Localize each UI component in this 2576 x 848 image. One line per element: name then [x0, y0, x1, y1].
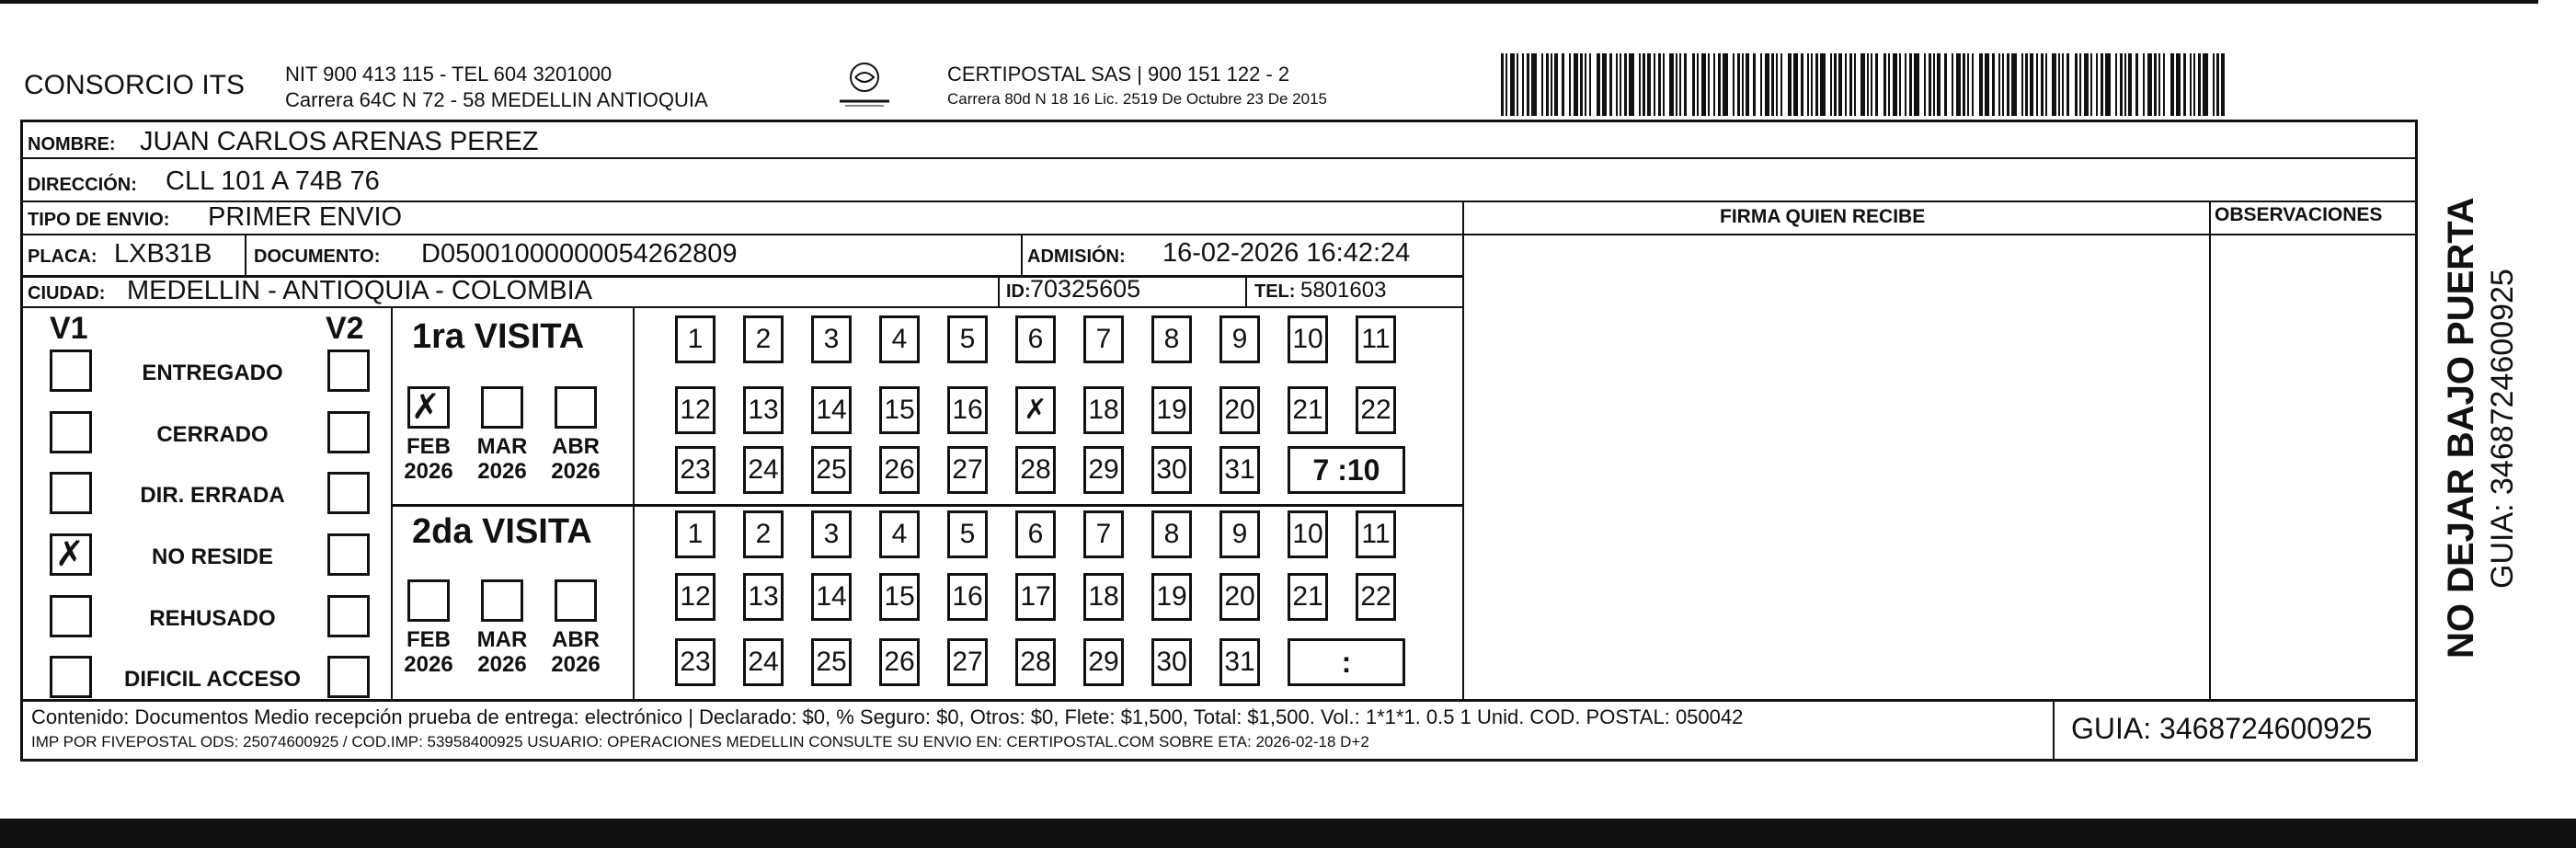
- v1-checkbox[interactable]: [50, 656, 92, 698]
- barcode-bar: [2143, 53, 2145, 116]
- barcode-bar: [1944, 53, 1947, 116]
- barcode-bar: [1580, 53, 1583, 116]
- barcode-bar: [2128, 53, 2132, 116]
- barcode-bar: [2025, 53, 2028, 116]
- barcode-bar: [1760, 53, 1762, 116]
- day-box[interactable]: 7: [1083, 315, 1124, 363]
- barcode-bar: [1643, 53, 1645, 116]
- month-year: 2026: [477, 459, 527, 484]
- day-box[interactable]: 22: [1356, 573, 1396, 621]
- day-box[interactable]: 4: [879, 510, 920, 558]
- id-label: ID:: [1006, 281, 1031, 302]
- day-box[interactable]: 3: [811, 315, 852, 363]
- barcode-bar: [1788, 53, 1792, 116]
- status-option-label: DIFICIL ACCESO: [123, 667, 301, 692]
- status-option-label: REHUSADO: [149, 606, 276, 631]
- barcode-bar: [2096, 53, 2098, 116]
- barcode-bar: [1820, 53, 1826, 116]
- month-name: ABR: [552, 627, 600, 652]
- barcode-bar: [1697, 53, 1699, 116]
- day-box[interactable]: 4: [879, 315, 920, 363]
- day-box[interactable]: 27: [947, 446, 988, 494]
- barcode-bar: [2067, 53, 2069, 116]
- day-box[interactable]: 17: [1015, 573, 1056, 621]
- day-box[interactable]: 29: [1083, 638, 1124, 686]
- barcode-bar: [2062, 53, 2064, 116]
- barcode-bar: [1992, 53, 1995, 116]
- barcode-bar: [1663, 53, 1665, 116]
- day-box[interactable]: 25: [811, 638, 852, 686]
- check-mark-icon: ✗: [1024, 394, 1048, 426]
- month-label: [470, 627, 534, 677]
- day-box[interactable]: 3: [811, 510, 852, 558]
- footer-contenido: Contenido: Documentos Medio recepción prueba de entrega: electrónico | Declarado: $0, % Seguro: $0, Otros: $0, Flete: $1,500, Total: $1,500. Vol.: 1*1*1. 0.5 1 Unid. COD. POSTAL: 050042: [31, 705, 1744, 728]
- day-box[interactable]: 22: [1356, 386, 1396, 434]
- day-box[interactable]: 20: [1219, 573, 1260, 621]
- month-year: 2026: [551, 459, 601, 484]
- barcode-bar: [2075, 53, 2078, 116]
- day-box[interactable]: 27: [947, 638, 988, 686]
- day-box[interactable]: 26: [879, 638, 920, 686]
- barcode-bar: [1708, 53, 1710, 116]
- day-box[interactable]: 11: [1356, 315, 1396, 363]
- barcode-bar: [1937, 53, 1941, 116]
- barcode-bar: [1589, 53, 1591, 116]
- barcode-bar: [1531, 53, 1537, 116]
- barcode-bar: [2007, 53, 2009, 116]
- day-box[interactable]: 30: [1151, 446, 1192, 494]
- day-box[interactable]: 8: [1151, 510, 1192, 558]
- barcode-bar: [1669, 53, 1674, 116]
- barcode-bar: [1541, 53, 1543, 116]
- day-box[interactable]: 10: [1288, 315, 1328, 363]
- barcode-bar: [1574, 53, 1578, 116]
- observaciones-header: OBSERVACIONES: [2215, 204, 2383, 225]
- barcode-bar: [1624, 53, 1627, 116]
- company-name: CONSORCIO ITS: [24, 70, 246, 100]
- month-label: [396, 627, 461, 677]
- barcode-bar: [2052, 53, 2056, 116]
- day-box[interactable]: 10: [1288, 510, 1328, 558]
- day-box[interactable]: 13: [743, 386, 784, 434]
- barcode-bar: [1679, 53, 1681, 116]
- barcode-bar: [1952, 53, 1953, 116]
- month-year: 2026: [404, 652, 453, 677]
- direccion-label: DIRECCIÓN:: [28, 175, 137, 195]
- day-box[interactable]: 23: [675, 638, 716, 686]
- nombre-label: NOMBRE:: [28, 134, 116, 155]
- day-box[interactable]: 16: [947, 573, 988, 621]
- day-box[interactable]: 11: [1356, 510, 1396, 558]
- barcode-bar: [2203, 53, 2208, 116]
- side-warning: NO DEJAR BAJO PUERTA: [2441, 197, 2481, 659]
- month-name: FEB: [406, 627, 451, 652]
- day-box[interactable]: 25: [811, 446, 852, 494]
- day-box[interactable]: 2: [743, 510, 784, 558]
- barcode-bar: [1776, 53, 1778, 116]
- day-box[interactable]: 6: [1015, 510, 1056, 558]
- barcode-bar: [1883, 53, 1886, 116]
- day-box[interactable]: 24: [743, 446, 784, 494]
- day-box[interactable]: 18: [1083, 573, 1124, 621]
- company-address: Carrera 64C N 72 - 58 MEDELLIN ANTIOQUIA: [285, 88, 708, 111]
- barcode-bar: [1501, 53, 1504, 116]
- barcode-bar: [1807, 53, 1809, 116]
- barcode-bar: [2011, 53, 2017, 116]
- barcode-bar: [1647, 53, 1651, 116]
- day-box[interactable]: 5: [947, 510, 988, 558]
- barcode-bar: [2084, 53, 2089, 116]
- barcode-bar: [1838, 53, 1842, 116]
- barcode-bar: [2176, 53, 2181, 116]
- tel-value: 5801603: [1300, 278, 1387, 303]
- barcode-bar: [1985, 53, 1989, 116]
- month-name: MAR: [476, 434, 528, 459]
- day-box[interactable]: 1: [675, 510, 716, 558]
- barcode-bar: [2221, 53, 2225, 116]
- barcode-bar: [1967, 53, 1969, 116]
- barcode-bar: [2193, 53, 2195, 116]
- barcode-bar: [1733, 53, 1735, 116]
- barcode-bar: [2041, 53, 2044, 116]
- barcode-bar: [1845, 53, 1847, 116]
- barcode-bar: [1609, 53, 1612, 116]
- barcode-bar: [1527, 53, 1529, 116]
- barcode-bar: [2213, 53, 2215, 116]
- status-option-label: ENTREGADO: [142, 361, 283, 385]
- barcode-bar: [1517, 53, 1518, 116]
- barcode-bar: [1620, 53, 1621, 116]
- barcode-bar: [1546, 53, 1549, 116]
- month-label: [544, 434, 608, 484]
- barcode-bar: [1562, 53, 1564, 116]
- day-box[interactable]: 14: [811, 573, 852, 621]
- time-field[interactable]: :: [1288, 638, 1405, 686]
- v2-header: V2: [326, 311, 364, 346]
- barcode-bar: [2021, 53, 2023, 116]
- barcode-bar: [2135, 53, 2138, 116]
- month-checkbox[interactable]: [407, 579, 450, 622]
- barcode: [1501, 53, 2229, 116]
- bottom-band: [0, 819, 2576, 848]
- time-field[interactable]: 7 :10: [1288, 446, 1405, 494]
- day-box[interactable]: 30: [1151, 638, 1192, 686]
- day-box[interactable]: 26: [879, 446, 920, 494]
- admision-label: ADMISIÓN:: [1027, 246, 1126, 267]
- month-year: 2026: [551, 652, 601, 677]
- barcode-bar: [1780, 53, 1782, 116]
- day-box[interactable]: 14: [811, 386, 852, 434]
- day-box[interactable]: 31: [1219, 638, 1260, 686]
- day-box[interactable]: 15: [879, 573, 920, 621]
- barcode-bar: [1676, 53, 1677, 116]
- documento-value: D05001000000054262809: [421, 239, 738, 269]
- day-box[interactable]: 23: [675, 446, 716, 494]
- nombre-value: JUAN CARLOS ARENAS PEREZ: [140, 127, 539, 156]
- barcode-bar: [1746, 53, 1749, 116]
- barcode-bar: [1569, 53, 1571, 116]
- day-box[interactable]: 16: [947, 386, 988, 434]
- day-box[interactable]: 8: [1151, 315, 1192, 363]
- day-box[interactable]: 13: [743, 573, 784, 621]
- day-box[interactable]: 6: [1015, 315, 1056, 363]
- tipo-value: PRIMER ENVIO: [208, 202, 403, 232]
- id-value: 70325605: [1030, 275, 1141, 303]
- day-box[interactable]: 9: [1219, 510, 1260, 558]
- barcode-bar: [1909, 53, 1912, 116]
- barcode-bar: [1585, 53, 1586, 116]
- barcode-bar: [2163, 53, 2165, 116]
- month-checkbox[interactable]: [555, 579, 597, 622]
- day-box[interactable]: 21: [1288, 386, 1328, 434]
- v1-checkbox[interactable]: [50, 595, 92, 637]
- barcode-bar: [1899, 53, 1901, 116]
- day-box[interactable]: 12: [675, 386, 716, 434]
- barcode-bar: [2105, 53, 2111, 116]
- day-box[interactable]: 1: [675, 315, 716, 363]
- barcode-bar: [1929, 53, 1931, 116]
- barcode-bar: [1914, 53, 1919, 116]
- v1-checkbox[interactable]: [50, 350, 92, 392]
- barcode-bar: [1793, 53, 1798, 116]
- barcode-bar: [1658, 53, 1661, 116]
- barcode-bar: [1713, 53, 1715, 116]
- barcode-bar: [1551, 53, 1552, 116]
- barcode-bar: [1684, 53, 1687, 116]
- barcode-bar: [1554, 53, 1558, 116]
- month-name: ABR: [552, 434, 600, 459]
- barcode-bar: [1979, 53, 1983, 116]
- barcode-bar: [2158, 53, 2160, 116]
- barcode-bar: [1875, 53, 1878, 116]
- status-option-label: CERRADO: [156, 422, 269, 447]
- barcode-bar: [1771, 53, 1774, 116]
- barcode-bar: [1639, 53, 1641, 116]
- day-box[interactable]: 20: [1219, 386, 1260, 434]
- barcode-bar: [2002, 53, 2004, 116]
- barcode-bar: [2170, 53, 2174, 116]
- v1-header: V1: [50, 311, 88, 346]
- day-box[interactable]: 9: [1219, 315, 1260, 363]
- top-rule: [0, 0, 2538, 4]
- second-visit-title: 2da VISITA: [412, 512, 592, 551]
- day-box[interactable]: 12: [675, 573, 716, 621]
- ciudad-value: MEDELLIN - ANTIOQUIA - COLOMBIA: [127, 276, 592, 305]
- barcode-bar: [2147, 53, 2152, 116]
- admision-value: 16-02-2026 16:42:24: [1162, 238, 1411, 268]
- day-box[interactable]: 29: [1083, 446, 1124, 494]
- placa-label: PLACA:: [28, 246, 97, 267]
- footer-imp: IMP POR FIVEPOSTAL ODS: 25074600925 / COD.IMP: 53958400925 USUARIO: OPERACIONES MEDELLIN CONSULTE SU ENVIO EN: CERTIPOSTAL.COM SOBRE ETA: 2026-02-18 D+2: [31, 733, 1369, 751]
- check-mark-icon: ✗: [411, 386, 441, 427]
- barcode-bar: [1506, 53, 1507, 116]
- day-box[interactable]: 28: [1015, 446, 1056, 494]
- day-box[interactable]: 28: [1015, 638, 1056, 686]
- barcode-bar: [1924, 53, 1926, 116]
- barcode-bar: [1597, 53, 1600, 116]
- tel-label: TEL:: [1254, 281, 1296, 302]
- barcode-bar: [1849, 53, 1852, 116]
- day-box[interactable]: 21: [1288, 573, 1328, 621]
- barcode-bar: [2120, 53, 2123, 116]
- day-box[interactable]: 7: [1083, 510, 1124, 558]
- barcode-bar: [1830, 53, 1832, 116]
- barcode-bar: [1888, 53, 1890, 116]
- barcode-bar: [1723, 53, 1728, 116]
- day-box[interactable]: 2: [743, 315, 784, 363]
- month-label: [396, 434, 461, 484]
- barcode-bar: [2216, 53, 2219, 116]
- barcode-bar: [1629, 53, 1634, 116]
- barcode-bar: [2090, 53, 2092, 116]
- month-year: 2026: [404, 459, 453, 484]
- barcode-bar: [1811, 53, 1813, 116]
- barcode-bar: [1737, 53, 1740, 116]
- barcode-bar: [1905, 53, 1906, 116]
- barcode-bar: [1867, 53, 1869, 116]
- barcode-bar: [1963, 53, 1965, 116]
- barcode-bar: [1616, 53, 1618, 116]
- v1-checkbox[interactable]: [50, 472, 92, 514]
- barcode-bar: [1834, 53, 1837, 116]
- v1-checkbox[interactable]: [50, 411, 92, 453]
- barcode-bar: [1701, 53, 1706, 116]
- firma-header: FIRMA QUIEN RECIBE: [1720, 206, 1926, 227]
- barcode-bar: [1510, 53, 1515, 116]
- month-checkbox[interactable]: [481, 579, 523, 622]
- barcode-bar: [2101, 53, 2103, 116]
- status-option-label: NO RESIDE: [151, 544, 274, 569]
- barcode-bar: [1998, 53, 2000, 116]
- placa-value: LXB31B: [114, 239, 212, 269]
- day-box[interactable]: 31: [1219, 446, 1260, 494]
- barcode-bar: [1718, 53, 1721, 116]
- month-label: [544, 627, 608, 677]
- barcode-bar: [2058, 53, 2060, 116]
- barcode-bar: [1753, 53, 1756, 116]
- month-year: 2026: [477, 652, 527, 677]
- barcode-bar: [1893, 53, 1897, 116]
- barcode-bar: [1972, 53, 1974, 116]
- footer-guia: GUIA: 3468724600925: [2071, 712, 2373, 745]
- first-visit-title: 1ra VISITA: [412, 317, 585, 356]
- barcode-bar: [1742, 53, 1744, 116]
- month-checkbox[interactable]: [481, 386, 523, 429]
- barcode-bar: [1860, 53, 1865, 116]
- barcode-bar: [2115, 53, 2117, 116]
- barcode-bar: [2183, 53, 2186, 116]
- barcode-bar: [1801, 53, 1803, 116]
- barcode-bar: [2198, 53, 2201, 116]
- barcode-bar: [1933, 53, 1935, 116]
- day-box[interactable]: 15: [879, 386, 920, 434]
- ciudad-label: CIUDAD:: [28, 283, 106, 304]
- side-guia: GUIA: 3468724600925: [2485, 269, 2520, 589]
- barcode-bar: [1692, 53, 1695, 116]
- day-box[interactable]: 18: [1083, 386, 1124, 434]
- month-label: [470, 434, 534, 484]
- barcode-bar: [1854, 53, 1856, 116]
- day-box[interactable]: 19: [1151, 386, 1192, 434]
- barcode-bar: [1765, 53, 1769, 116]
- carrier-name: CERTIPOSTAL SAS | 900 151 122 - 2: [947, 63, 1290, 86]
- day-box-marked[interactable]: [1015, 386, 1056, 434]
- barcode-bar: [2190, 53, 2192, 116]
- barcode-bar: [1602, 53, 1607, 116]
- tipo-label: TIPO DE ENVIO:: [28, 210, 170, 230]
- certipostal-logo: [832, 61, 897, 109]
- day-box[interactable]: 19: [1151, 573, 1192, 621]
- barcode-bar: [2036, 53, 2038, 116]
- direccion-value: CLL 101 A 74B 76: [166, 166, 380, 196]
- barcode-bar: [1522, 53, 1524, 116]
- barcode-bar: [2079, 53, 2081, 116]
- barcode-bar: [1654, 53, 1655, 116]
- barcode-bar: [2030, 53, 2033, 116]
- month-name: FEB: [406, 434, 451, 459]
- barcode-bar: [1815, 53, 1818, 116]
- company-nit: NIT 900 413 115 - TEL 604 3201000: [285, 63, 613, 86]
- documento-label: DOCUMENTO:: [254, 246, 381, 267]
- barcode-bar: [2124, 53, 2126, 116]
- barcode-bar: [2154, 53, 2157, 116]
- status-option-label: DIR. ERRADA: [140, 483, 285, 508]
- check-mark-icon: ✗: [55, 533, 85, 574]
- month-checkbox[interactable]: [555, 386, 597, 429]
- day-box[interactable]: 5: [947, 315, 988, 363]
- barcode-bar: [1871, 53, 1872, 116]
- barcode-bar: [2045, 53, 2047, 116]
- barcode-bar: [1956, 53, 1961, 116]
- carrier-address: Carrera 80d N 18 16 Lic. 2519 De Octubre 23 De 2015: [947, 90, 1327, 108]
- month-name: MAR: [476, 627, 528, 652]
- day-box[interactable]: 24: [743, 638, 784, 686]
